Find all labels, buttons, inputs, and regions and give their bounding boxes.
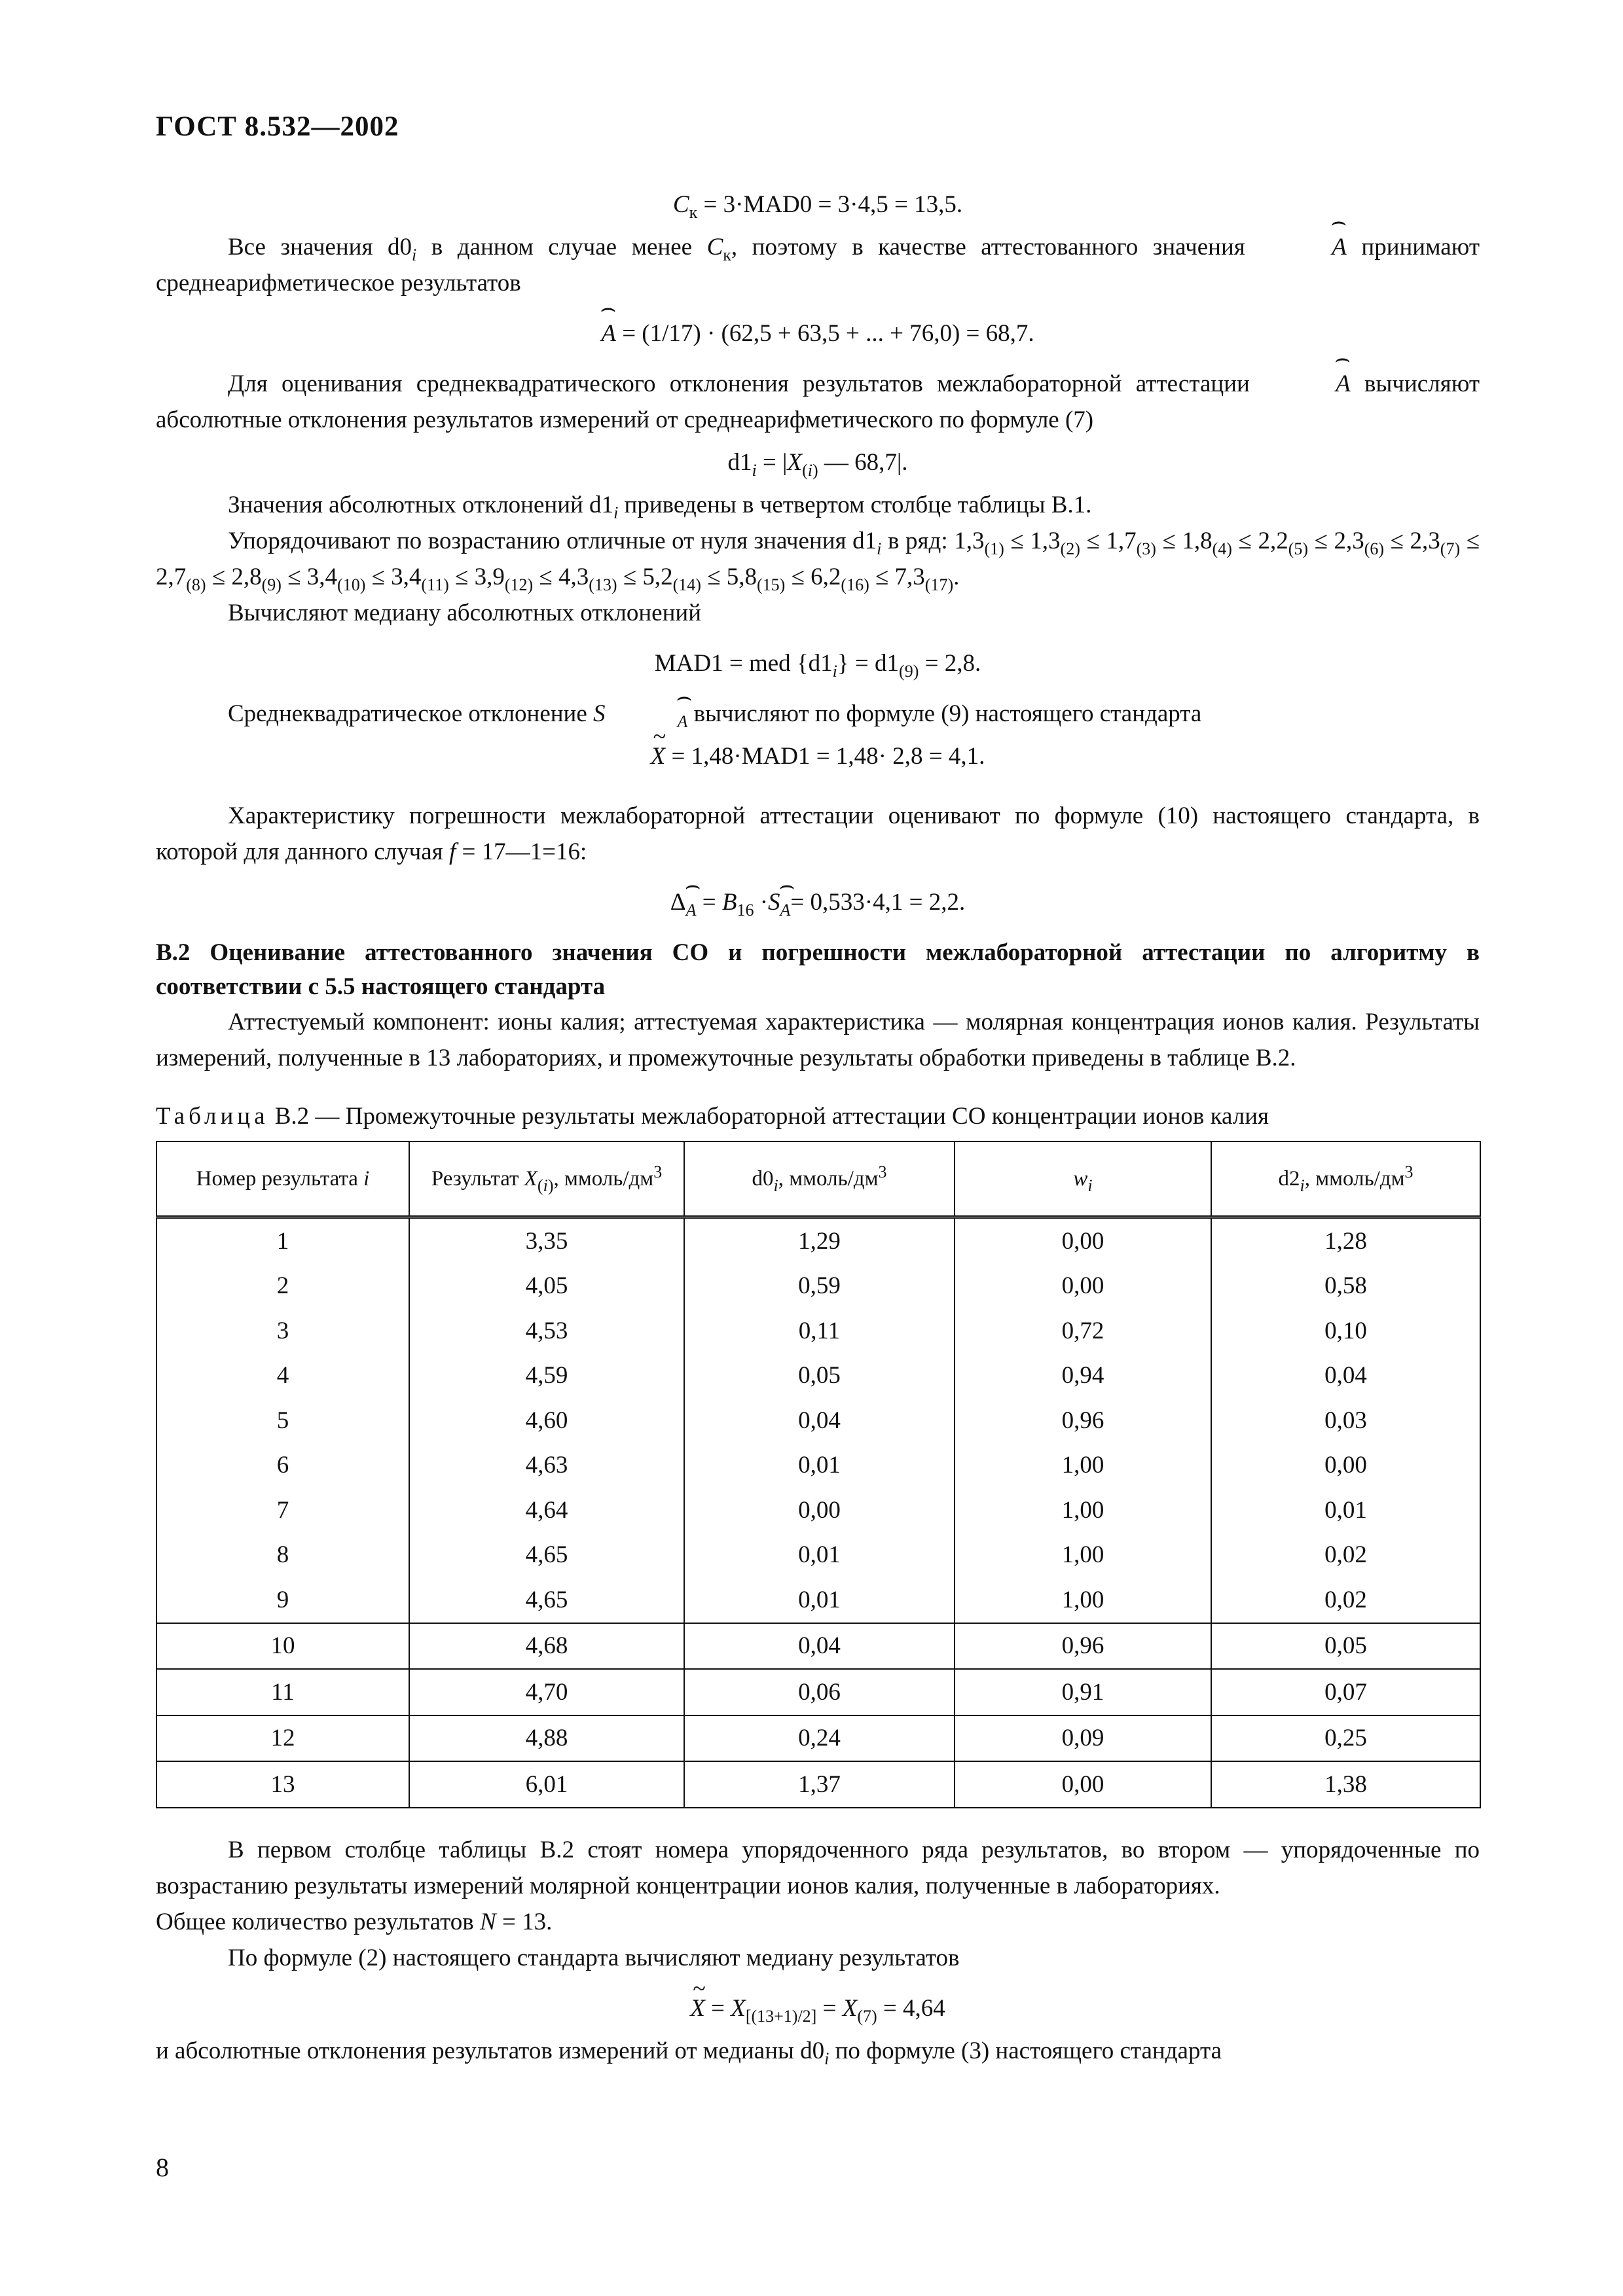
table-row	[156, 1761, 1480, 1808]
cell-result-value: 4,63	[409, 1443, 684, 1488]
series-value: 1,3	[1030, 528, 1061, 554]
ordered-series: $1,3_{(1)} \le 1,3_{(2)} \le 1,7_{(3)} \le 1,8_{(4)} \le 2,2_{(5)} \le 2,3_{(6)} \le 2,3_{(7)} \le 2,7_{(8)} \le 2,8_{(9)} \le 3,4_{(10)} \le 3,4_{(11)} \le 3,9_{(12)} \le 4,3_{(13)} \le 5,2_{(14)} \le 5,8_{(15)} \le 6,2_{(16)} \le 7,3_{(17)}$.	[156, 528, 1480, 594]
cell-d2: 0,00	[1211, 1443, 1480, 1488]
formula-d1: $d1_i = |X_{(i)}$ — 68,7|.	[727, 449, 908, 480]
results-table	[156, 1141, 1481, 1808]
series-value: 3,4	[391, 564, 422, 590]
cell-d2: 0,25	[1211, 1715, 1480, 1762]
cell-result-number: 11	[156, 1669, 409, 1715]
paragraph-ordering: Упорядочивают по возрастанию отличные от нуля значения $d1_i$ в ряд: $1,3_{(1)} \le 1,3_{(2)} \le 1,7_{(3)} \le 1,8_{(4)} \le 2,2_{(5)} \le 2,3_{(6)} \le 2,3_{(7)} \le 2,7_{(8)} \le 2,8_{(9)} \le 3,4_{(10)} \le 3,4_{(11)} \le 3,9_{(12)} \le 4,3_{(13)} \le 5,2_{(14)} \le 5,8_{(15)} \le 6,2_{(16)} \le 7,3_{(17)}$.	[156, 528, 1480, 594]
paragraph-d1-values: Значения абсолютных отклонений $d1_i$ приведены в четвертом столбце таблицы В.1.	[228, 492, 1092, 522]
header-result-value: Результат $X_{(i)}$, ммоль/$дм^3$	[409, 1141, 684, 1217]
table-row	[156, 1398, 1480, 1443]
cell-result-number: 1	[156, 1217, 409, 1264]
table-row	[156, 1715, 1480, 1762]
page-number: 8	[156, 2153, 169, 2182]
cell-result-number: 6	[156, 1443, 409, 1488]
header-d0: $d0_i$, ммоль/$дм^3$	[684, 1141, 955, 1217]
cell-d0: 0,01	[684, 1443, 955, 1488]
cell-weight: 0,94	[955, 1354, 1211, 1399]
cell-d2: 1,28	[1211, 1217, 1480, 1264]
cell-result-value: 4,60	[409, 1398, 684, 1443]
cell-d0: 0,06	[684, 1669, 955, 1715]
table-row	[156, 1443, 1480, 1488]
table-row	[156, 1533, 1480, 1578]
paragraph-table-description: В первом столбце таблицы В.2 стоят номера упорядоченного ряда результатов, во втором — упорядоченные по возрастанию результаты измерений молярной концентрации ионов калия, полученные в лабораториях.	[156, 1836, 1480, 1899]
cell-weight: 1,00	[955, 1488, 1211, 1533]
cell-d0: 0,00	[684, 1488, 955, 1533]
cell-d2: 0,02	[1211, 1533, 1480, 1578]
cell-d2: 0,02	[1211, 1577, 1480, 1623]
cell-result-value: 4,88	[409, 1715, 684, 1762]
header-result-number: Номер результата i	[156, 1141, 409, 1217]
cell-result-number: 9	[156, 1577, 409, 1623]
cell-result-number: 7	[156, 1488, 409, 1533]
cell-result-value: 4,65	[409, 1577, 684, 1623]
cell-result-number: 4	[156, 1354, 409, 1399]
series-value: 5,2	[642, 564, 673, 590]
table-header-row	[156, 1141, 1480, 1217]
cell-result-number: 10	[156, 1623, 409, 1670]
cell-result-number: 8	[156, 1533, 409, 1578]
formula-ck: $C_к = 3\cdot MAD0 = 3\cdot 4,5 = 13,5$.	[672, 191, 963, 222]
series-value: 1,3	[954, 528, 985, 554]
cell-result-number: 2	[156, 1264, 409, 1309]
cell-weight: 0,09	[955, 1715, 1211, 1762]
cell-result-number: 13	[156, 1761, 409, 1808]
cell-weight: 0,91	[955, 1669, 1211, 1715]
series-value: 2,3	[1334, 528, 1364, 554]
paragraph-absolute-deviations: и абсолютные отклонения результатов измерений от медианы $d0_i$ по формуле (3) настоящего стандарта	[156, 2037, 1222, 2068]
cell-d0: 1,37	[684, 1761, 955, 1808]
cell-d0: 0,05	[684, 1354, 955, 1399]
cell-d0: 0,01	[684, 1533, 955, 1578]
cell-d2: 0,01	[1211, 1488, 1480, 1533]
cell-d2: 0,04	[1211, 1354, 1480, 1399]
cell-weight: 0,00	[955, 1264, 1211, 1309]
cell-weight: 0,00	[955, 1217, 1211, 1264]
cell-d0: 0,11	[684, 1308, 955, 1354]
header-d2: $d2_i$, ммоль/$дм^3$	[1211, 1141, 1480, 1217]
cell-result-number: 12	[156, 1715, 409, 1762]
cell-result-value: 4,65	[409, 1533, 684, 1578]
section-heading-b2: В.2 Оценивание аттестованного значения СО и погрешности межлабораторной аттестации по алгоритму в соответствии с 5.5 настоящего стандарта	[156, 939, 1480, 1000]
series-value: 4,3	[558, 564, 589, 590]
series-value: 6,2	[811, 564, 841, 590]
paragraph-median-intro: Вычисляют медиану абсолютных отклонений	[228, 600, 701, 626]
cell-weight: 0,00	[955, 1761, 1211, 1808]
cell-result-value: 4,05	[409, 1264, 684, 1309]
cell-result-value: 4,53	[409, 1308, 684, 1354]
formula-median: ~ $X = X_{[(13+1)/2]} = X_{(7)} = 4,64$	[156, 1990, 1480, 2026]
formula-mean: ⌢ A = (1/17) · (62,5 + 63,5 + ... + 76,0) = 68,7.	[156, 315, 1480, 351]
table-row	[156, 1354, 1480, 1399]
cell-d2: 0,10	[1211, 1308, 1480, 1354]
cell-weight: 1,00	[955, 1577, 1211, 1623]
cell-result-value: 3,35	[409, 1217, 684, 1264]
cell-result-value: 6,01	[409, 1761, 684, 1808]
cell-d2: 0,07	[1211, 1669, 1480, 1715]
series-value: 2,2	[1258, 528, 1288, 554]
header-weight: $w_i$	[955, 1141, 1211, 1217]
series-value: 5,8	[726, 564, 757, 590]
series-value: 3,9	[474, 564, 505, 590]
cell-d0: 1,29	[684, 1217, 955, 1264]
cell-d2: 0,03	[1211, 1398, 1480, 1443]
series-value: 3,4	[306, 564, 338, 590]
formula-std: ~ X = 1,48·MAD1 = 1,48· 2,8 = 4,1.	[156, 738, 1480, 774]
paragraph-all-values: Все значения $d0_i$ в данном случае менее $C_к$, поэтому в качестве аттестованного значения ⌢ A принимают среднеарифметическое результатов	[156, 229, 1480, 301]
cell-d2: 0,58	[1211, 1264, 1480, 1309]
cell-result-value: 4,68	[409, 1623, 684, 1670]
page-content	[156, 187, 1480, 2069]
series-value: 2,7	[156, 564, 187, 590]
formula-mad1: MAD1 = med $\{d1_i\} = d1_{(9)} = 2,8$.	[654, 650, 981, 681]
cell-weight: 1,00	[955, 1443, 1211, 1488]
table-row	[156, 1623, 1480, 1670]
cell-d0: 0,04	[684, 1623, 955, 1670]
cell-d0: 0,24	[684, 1715, 955, 1762]
cell-weight: 0,96	[955, 1623, 1211, 1670]
table-row	[156, 1308, 1480, 1354]
cell-result-number: 3	[156, 1308, 409, 1354]
series-value: 7,3	[894, 564, 925, 590]
cell-weight: 0,72	[955, 1308, 1211, 1354]
formula-delta: $\Delta_A = B_{16} \cdot S_A= 0,533\cdot 4,1 = 2,2$.	[670, 889, 966, 920]
table-row	[156, 1217, 1480, 1264]
series-value: 1,8	[1182, 528, 1213, 554]
cell-result-number: 5	[156, 1398, 409, 1443]
cell-d0: 0,59	[684, 1264, 955, 1309]
cell-weight: 0,96	[955, 1398, 1211, 1443]
table-row	[156, 1669, 1480, 1715]
paragraph-error-characteristic: Характеристику погрешности межлабораторной аттестации оценивают по формуле (10) настоящего стандарта, в которой для данного случая f = 17—1=16:	[156, 802, 1480, 865]
cell-d0: 0,04	[684, 1398, 955, 1443]
paragraph-std-estimation: Для оценивания среднеквадратического отклонения результатов межлабораторной аттестации ⌢ A вычисляют абсолютные отклонения результатов измерений от среднеарифметического по формуле (7)	[156, 366, 1480, 438]
paragraph-total-count: Общее количество результатов N = 13.	[156, 1908, 553, 1935]
table-row	[156, 1577, 1480, 1623]
table-caption: Таблица В.2 — Промежуточные результаты межлабораторной аттестации СО концентрации ионов калия	[156, 1103, 1269, 1130]
table-row	[156, 1264, 1480, 1309]
cell-weight: 1,00	[955, 1533, 1211, 1578]
cell-result-value: 4,59	[409, 1354, 684, 1399]
table-row	[156, 1488, 1480, 1533]
cell-d2: 0,05	[1211, 1623, 1480, 1670]
paragraph-attested-component: Аттестуемый компонент: ионы калия; аттестуемая характеристика — молярная концентрация ионов калия. Результаты измерений, полученные в 13 лабораториях, и промежуточные результаты обработки приведены в таблице В.2.	[156, 1009, 1480, 1071]
series-value: 1,7	[1106, 528, 1137, 554]
cell-d0: 0,01	[684, 1577, 955, 1623]
document-header: ГОСТ 8.532—2002	[156, 111, 399, 142]
paragraph-std: Среднеквадратическое отклонение S $_A$ вычисляют по формуле (9) настоящего стандарта	[228, 700, 1202, 731]
series-value: 2,8	[231, 564, 262, 590]
cell-result-value: 4,64	[409, 1488, 684, 1533]
paragraph-median-formula-intro: По формуле (2) настоящего стандарта вычисляют медиану результатов	[228, 1944, 960, 1971]
series-value: 2,3	[1410, 528, 1440, 554]
cell-d2: 1,38	[1211, 1761, 1480, 1808]
cell-result-value: 4,70	[409, 1669, 684, 1715]
